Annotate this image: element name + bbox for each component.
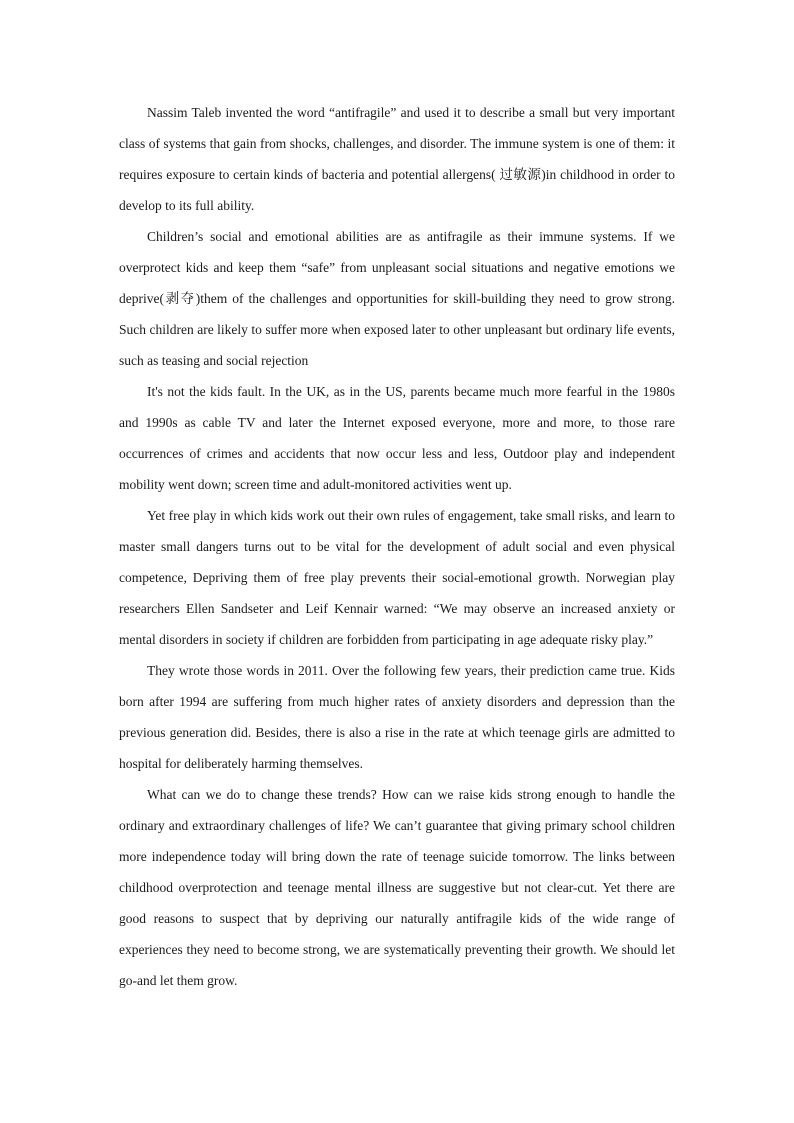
paragraph-3: It's not the kids fault. In the UK, as in the US, parents became much more fearful in the 1980s and 1990s as cable TV and later the Internet exposed everyone, more and more, to those rare occurrences of crimes and accidents that now occur less and less, Outdoor play and independent mobility went down; screen time and adult-monitored activities went up.	[119, 384, 675, 492]
paragraph-5: They wrote those words in 2011. Over the following few years, their prediction came true. Kids born after 1994 are suffering from much higher rates of anxiety disorders and depression than the previous generation did. Besides, there is also a rise in the rate at which teenage girls are admitted to hospital for deliberately harming themselves.	[119, 663, 675, 771]
paragraph-1: Nassim Taleb invented the word “antifragile” and used it to describe a small but very important class of systems that gain from shocks, challenges, and disorder. The immune system is one of them: it requires exposure to certain kinds of bacteria and potential allergens( 过敏源)in childhood in order to develop to its full ability.	[119, 105, 675, 213]
article-body	[119, 97, 675, 996]
paragraph-6: What can we do to change these trends? How can we raise kids strong enough to handle the ordinary and extraordinary challenges of life? We can’t guarantee that giving primary school children more independence today will bring down the rate of teenage suicide tomorrow. The links between childhood overprotection and teenage mental illness are suggestive but not clear-cut. Yet there are good reasons to suspect that by depriving our naturally antifragile kids of the wide range of experiences they need to become strong, we are systematically preventing their growth. We should let go-and let them grow.	[119, 787, 675, 988]
paragraph-4: Yet free play in which kids work out their own rules of engagement, take small risks, and learn to master small dangers turns out to be vital for the development of adult social and even physical competence, Depriving them of free play prevents their social-emotional growth. Norwegian play researchers Ellen Sandseter and Leif Kennair warned: “We may observe an increased anxiety or mental disorders in society if children are forbidden from participating in age adequate risky play.”	[119, 508, 675, 647]
paragraph-2: Children’s social and emotional abilities are as antifragile as their immune systems. If we overprotect kids and keep them “safe” from unpleasant social situations and negative emotions we deprive(剥夺)them of the challenges and opportunities for skill-building they need to grow strong. Such children are likely to suffer more when exposed later to other unpleasant but ordinary life events, such as teasing and social rejection	[119, 229, 675, 368]
